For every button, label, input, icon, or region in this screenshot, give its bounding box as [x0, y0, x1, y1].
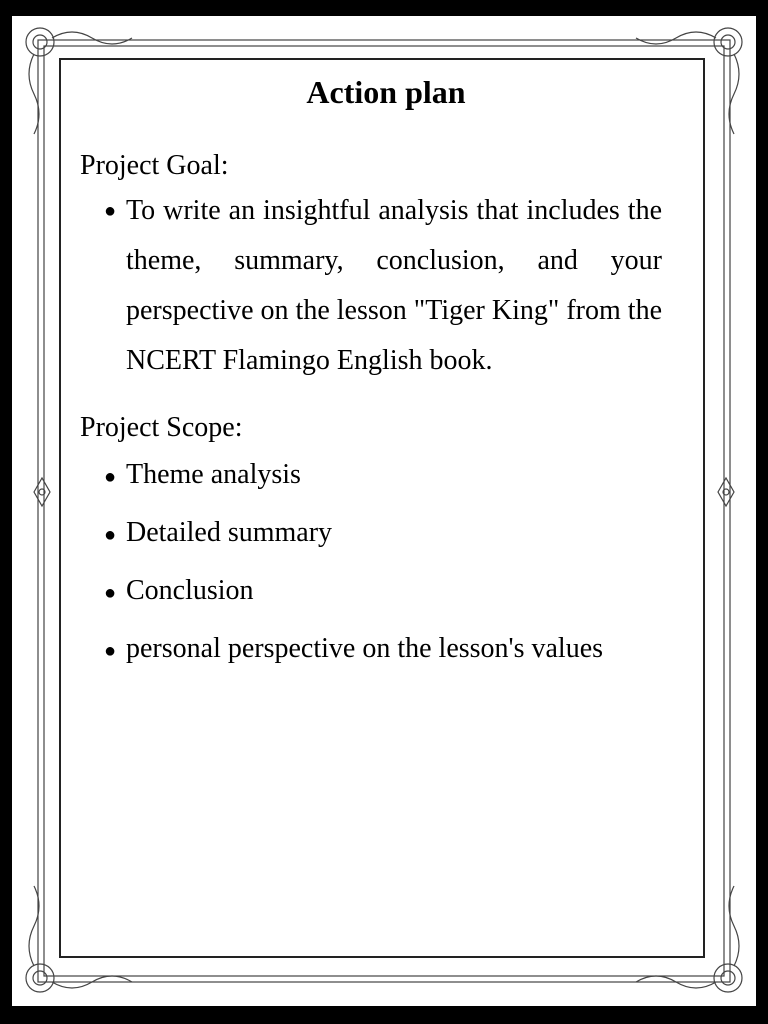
- bullet-icon: ●: [104, 200, 117, 222]
- bullet-icon: ●: [104, 640, 117, 662]
- action-plan-content: [80, 68, 662, 680]
- list-item: ● Conclusion: [80, 564, 662, 618]
- list-item: ● Theme analysis: [80, 448, 662, 502]
- list-item: ● personal perspective on the lesson's values: [80, 622, 662, 676]
- list-item: ● To write an insightful analysis that includes the theme, summary, conclusion, and your perspective on the lesson "Tiger King" from the NCERT Flamingo English book.: [80, 186, 662, 386]
- project-goal-heading: Project Goal:: [80, 150, 229, 181]
- project-scope-list: [80, 448, 662, 676]
- bullet-icon: ●: [104, 524, 117, 546]
- project-goal-list: [80, 186, 662, 386]
- bullet-icon: ●: [104, 466, 117, 488]
- project-scope-heading: Project Scope:: [80, 412, 243, 443]
- side-ornament-right: [718, 478, 734, 506]
- page-title: Action plan: [306, 74, 466, 110]
- bullet-icon: ●: [104, 582, 117, 604]
- side-ornament-left: [34, 478, 50, 506]
- list-item: ● Detailed summary: [80, 506, 662, 560]
